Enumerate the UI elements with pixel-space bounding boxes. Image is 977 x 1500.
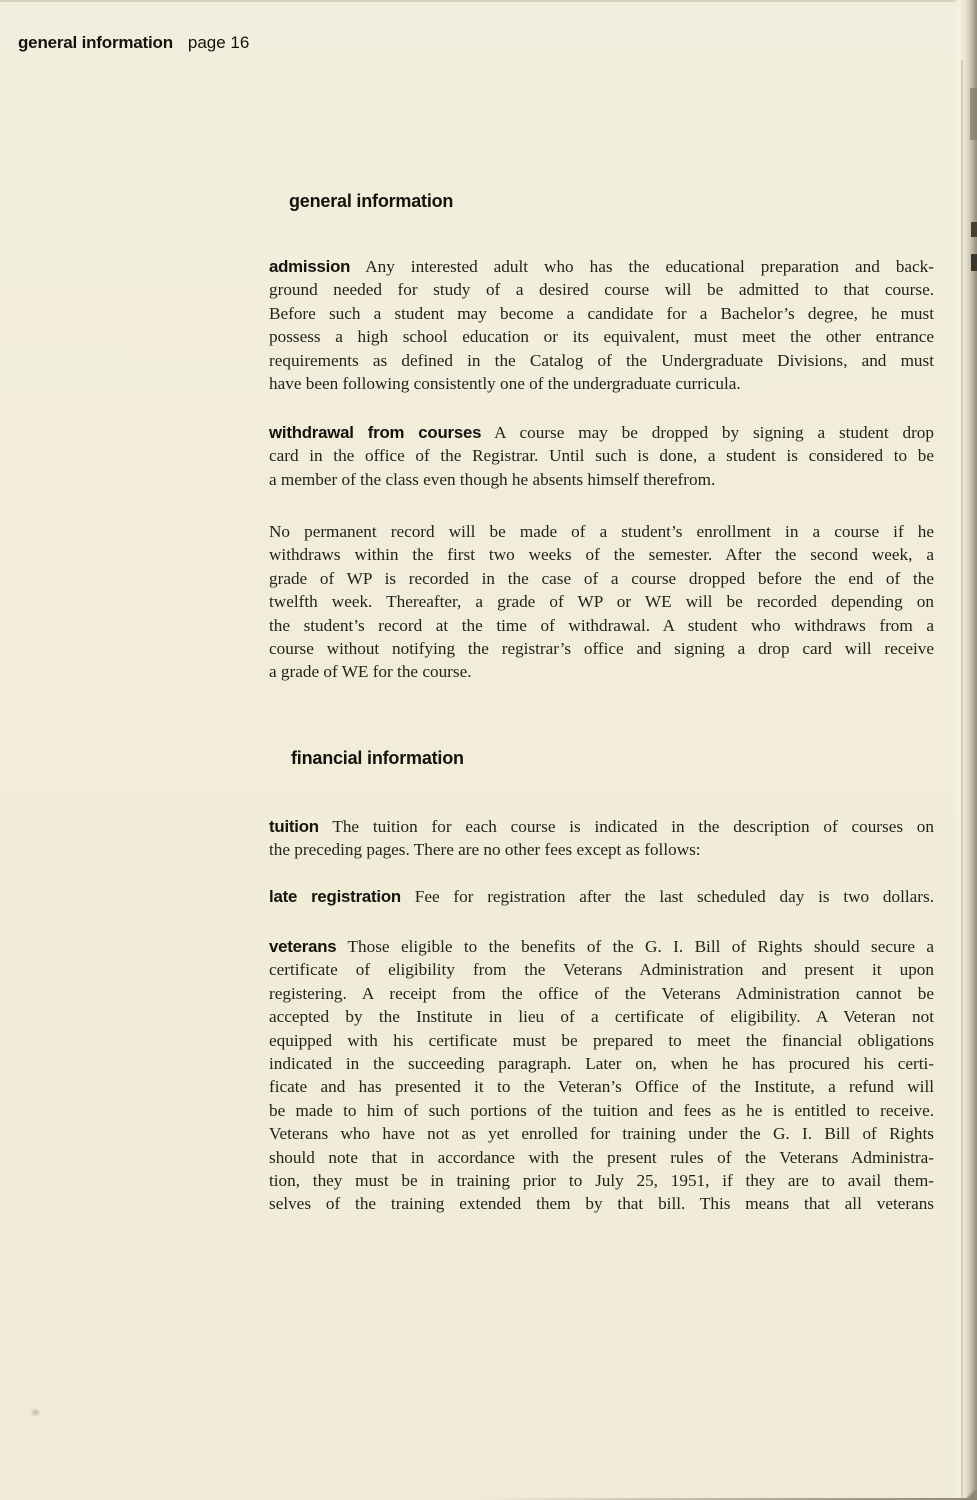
scan-corner-shadow [961, 1490, 977, 1500]
text-line: certificate of eligibility from the Veterans Administration and present it upon [269, 960, 934, 980]
paragraph-late-registration [269, 885, 934, 908]
text-line: registering. A receipt from the office of the Veterans Administration cannot be [269, 983, 934, 1003]
text-line: withdraws within the first two weeks of the semester. After the second week, a [269, 545, 934, 565]
text-line: possess a high school education or its equivalent, must meet the other entrance [269, 327, 934, 347]
text-line: the student’s record at the time of withdrawal. A student who withdraws from a [269, 615, 934, 635]
paragraph-lead-label: admission [269, 257, 351, 276]
text-line: should note that in accordance with the present rules of the Veterans Administra- [269, 1147, 934, 1167]
edge-dash-mark [971, 254, 977, 271]
section-heading-financial-information: financial information [291, 748, 464, 768]
text-line: requirements as defined in the Catalog of the Undergraduate Divisions, and must [269, 350, 934, 370]
text-line: grade of WP is recorded in the case of a course dropped before the end of the [269, 568, 934, 588]
paragraph-lead-label: veterans [269, 937, 337, 956]
text-line: tuition The tuition for each course is indicated in the description of courses on [269, 817, 934, 836]
paragraph-no-permanent-record [269, 520, 934, 684]
section-heading-general-information: general information [289, 191, 454, 211]
text-line: No permanent record will be made of a student’s enrollment in a course if he [269, 522, 934, 541]
header-page-number: page 16 [187, 33, 250, 52]
text-line: a member of the class even though he absents himself therefrom. [269, 469, 716, 489]
text-line: be made to him of such portions of the tuition and fees as he is entitled to receive. [269, 1100, 934, 1120]
paragraph-lead-label: withdrawal from courses [269, 423, 482, 442]
text-line: a grade of WE for the course. [269, 662, 472, 682]
paragraph-admission [269, 255, 934, 395]
text-line: selves of the training extended them by that bill. This means that all veterans [269, 1194, 934, 1214]
page-header [18, 33, 249, 53]
text-line: late registration Fee for registration after the last scheduled day is two dollars. [269, 887, 934, 906]
paragraph-veterans [269, 935, 934, 1216]
text-line: accepted by the Institute in lieu of a certificate of eligibility. A Veteran not [269, 1007, 934, 1027]
text-line: Before such a student may become a candidate for a Bachelor’s degree, he must [269, 303, 934, 323]
text-line: the preceding pages. There are no other fees except as follows: [269, 840, 701, 860]
text-line: withdrawal from courses A course may be dropped by signing a student drop [269, 423, 934, 442]
edge-dash-mark [970, 88, 977, 140]
edge-dash-mark [971, 222, 977, 237]
text-line: veterans Those eligible to the benefits of the G. I. Bill of Rights should secure a [269, 937, 934, 956]
text-line: equipped with his certificate must be prepared to meet the financial obligations [269, 1030, 934, 1050]
scan-smudge-mark [30, 1408, 41, 1417]
paragraph-lead-label: late registration [269, 887, 401, 906]
text-line: Veterans who have not as yet enrolled for training under the G. I. Bill of Rights [269, 1124, 934, 1144]
text-line: admission Any interested adult who has the educational preparation and back- [269, 257, 934, 276]
text-line: indicated in the succeeding paragraph. Later on, when he has procured his certi- [269, 1054, 934, 1074]
header-section-label: general information [18, 33, 173, 52]
paragraph-withdrawal-from-courses [269, 421, 934, 491]
text-line: ground needed for study of a desired course will be admitted to that course. [269, 280, 934, 300]
text-line: card in the office of the Registrar. Until such is done, a student is considered to be [269, 446, 934, 466]
paragraph-tuition [269, 815, 934, 862]
text-line: course without notifying the registrar’s office and signing a drop card will receive [269, 639, 934, 659]
paragraph-lead-label: tuition [269, 817, 319, 836]
text-line: have been following consistently one of the undergraduate curricula. [269, 374, 741, 394]
scan-top-edge-line [0, 0, 977, 2]
text-line: twelfth week. Thereafter, a grade of WP or WE will be recorded depending on [269, 592, 934, 612]
text-line: tion, they must be in training prior to July 25, 1951, if they are to avail them- [269, 1171, 934, 1191]
scanned-page-right-edge [953, 0, 977, 1500]
text-line: ficate and has presented it to the Veteran’s Office of the Institute, a refund will [269, 1077, 934, 1097]
